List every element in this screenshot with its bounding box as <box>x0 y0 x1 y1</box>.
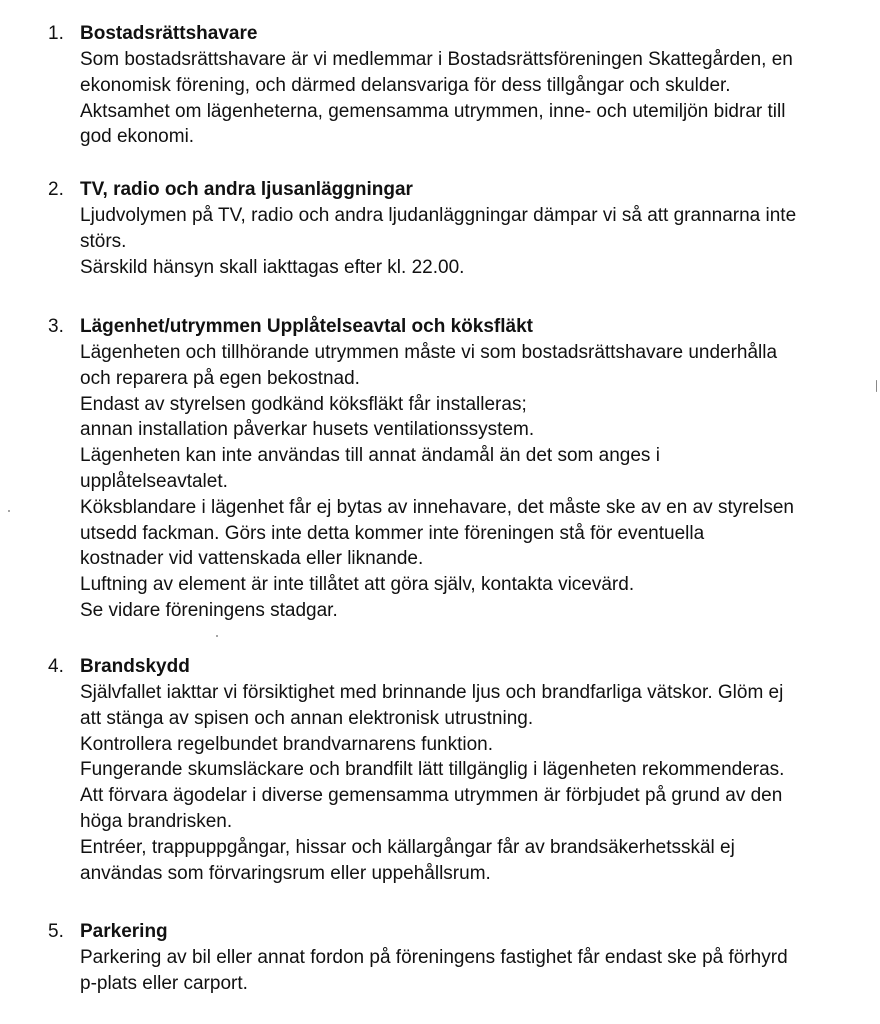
section-body <box>80 340 840 624</box>
body-line: användas som förvaringsrum eller uppehållsrum. <box>80 862 491 884</box>
section-number: 4. <box>48 656 64 677</box>
body-line: Se vidare föreningens stadgar. <box>80 599 338 621</box>
section-number: 1. <box>48 23 64 44</box>
body-line: Att förvara ägodelar i diverse gemensamma utrymmen är förbjudet på grund av den <box>80 785 783 807</box>
body-line: upplåtelseavtalet. <box>80 470 228 492</box>
body-line: Lägenheten kan inte användas till annat ändamål än det som anges i <box>80 445 660 467</box>
body-line: utsedd fackman. Görs inte detta kommer inte föreningen stå för eventuella <box>80 522 705 544</box>
body-line: Endast av styrelsen godkänd köksfläkt får installeras; <box>80 393 527 415</box>
body-line: störs. <box>80 230 127 252</box>
body-line: Aktsamhet om lägenheterna, gemensamma utrymmen, inne- och utemiljön bidrar till <box>80 100 786 122</box>
body-line: Parkering av bil eller annat fordon på föreningens fastighet får endast ske på förhyrd <box>80 947 788 968</box>
scan-speck <box>876 380 877 392</box>
scan-speck <box>216 635 218 637</box>
body-line: Lägenheten och tillhörande utrymmen måste vi som bostadsrättshavare underhålla <box>80 342 778 363</box>
body-line: att stänga av spisen och annan elektronisk utrustning. <box>80 707 534 729</box>
section-body <box>80 47 840 150</box>
body-line: Kontrollera regelbundet brandvarnarens funktion. <box>80 733 493 755</box>
section-heading: Parkering <box>80 921 168 942</box>
body-line: Ljudvolymen på TV, radio och andra ljudanläggningar dämpar vi så att grannarna inte <box>80 205 797 226</box>
body-line: Särskild hänsyn skall iakttagas efter kl. 22.00. <box>80 256 465 278</box>
body-line: god ekonomi. <box>80 126 195 148</box>
body-line: höga brandrisken. <box>80 810 233 832</box>
section-heading: Brandskydd <box>80 656 190 677</box>
body-line: p-plats eller carport. <box>80 972 248 994</box>
section-heading: Lägenhet/utrymmen Upplåtelseavtal och köksfläkt <box>80 316 533 337</box>
body-line: Självfallet iakttar vi försiktighet med brinnande ljus och brandfarliga vätskor. Glöm ej <box>80 682 784 703</box>
body-line: Entréer, trappuppgångar, hissar och källargångar får av brandsäkerhetsskäl ej <box>80 836 735 858</box>
section-body <box>80 680 840 886</box>
body-line: Fungerande skumsläckare och brandfilt lätt tillgänglig i lägenheten rekommenderas. <box>80 759 785 781</box>
section-number: 5. <box>48 921 64 942</box>
body-line: Luftning av element är inte tillåtet att göra själv, kontakta vicevärd. <box>80 574 635 596</box>
body-line: ekonomisk förening, och därmed delansvariga för dess tillgångar och skulder. <box>80 74 731 96</box>
body-line: och reparera på egen bekostnad. <box>80 367 360 389</box>
section-number: 3. <box>48 316 64 337</box>
body-line: Som bostadsrättshavare är vi medlemmar i Bostadsrättsföreningen Skattegården, en <box>80 49 793 70</box>
section-heading: TV, radio och andra ljusanläggningar <box>80 179 413 200</box>
section-heading: Bostadsrättshavare <box>80 23 258 44</box>
body-line: annan installation påverkar husets ventilationssystem. <box>80 419 535 441</box>
section-body <box>80 203 840 280</box>
scan-speck <box>8 510 10 512</box>
body-line: kostnader vid vattenskada eller liknande. <box>80 548 424 570</box>
body-line: Köksblandare i lägenhet får ej bytas av innehavare, det måste ske av en av styrelsen <box>80 496 794 518</box>
section-number: 2. <box>48 179 64 200</box>
section-body <box>80 945 840 997</box>
